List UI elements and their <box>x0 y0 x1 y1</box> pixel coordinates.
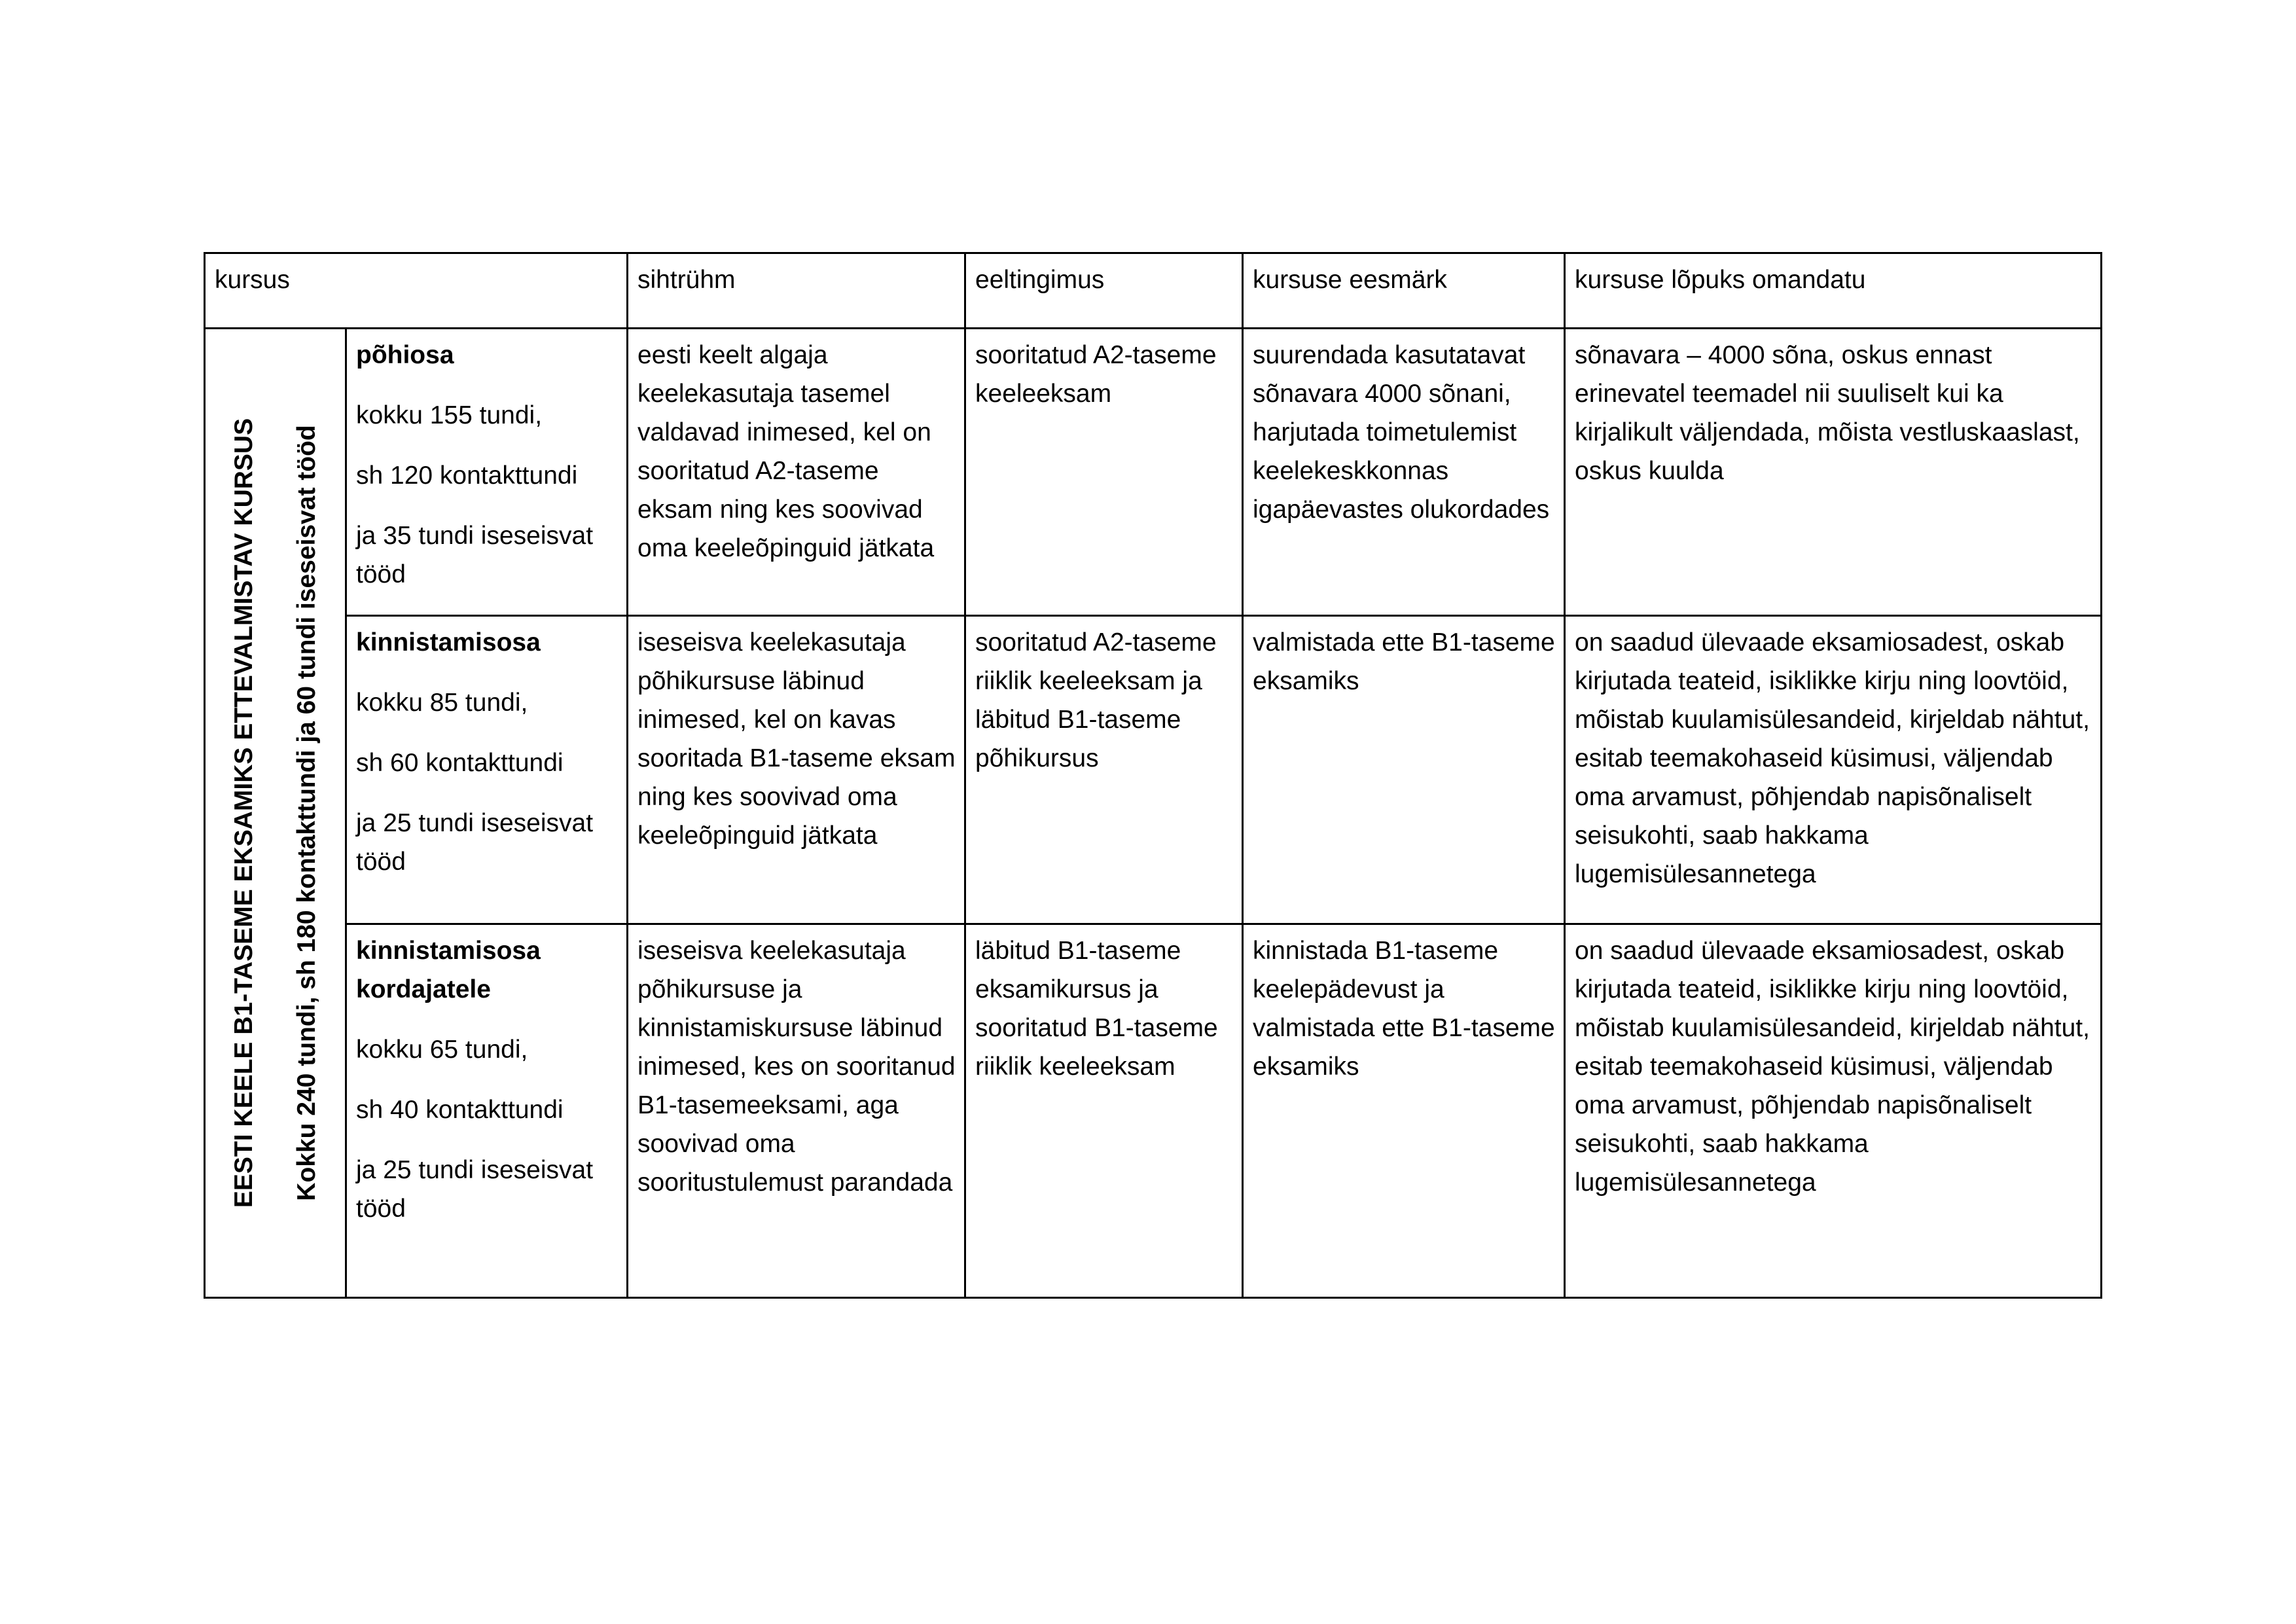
goal-cell <box>1243 616 1565 924</box>
section-independent-hours: ja 25 tundi iseseisvat tööd <box>356 809 594 876</box>
goal-text: kinnistada B1-taseme keelepädevust ja valmistada ette B1-taseme eksamiks <box>1253 937 1555 1081</box>
header-goal: kursuse eesmärk <box>1243 253 1565 329</box>
table-row <box>205 924 2102 1298</box>
target-group-text: eesti keelt algaja keelekasutaja tasemel valdavad inimesed, kel on sooritatud A2-taseme eksam ning kes soovivad oma keeleõpinguid jätkata <box>637 341 935 562</box>
section-title: kinnistamisosa kordajatele <box>356 937 541 1003</box>
course-title-cell <box>205 329 346 1298</box>
outcome-cell <box>1565 616 2102 924</box>
section-independent-hours: ja 35 tundi iseseisvat tööd <box>356 522 594 588</box>
header-outcome: kursuse lõpuks omandatu <box>1565 253 2102 329</box>
header-prerequisite: eeltingimus <box>965 253 1243 329</box>
prerequisite-cell <box>965 329 1243 616</box>
goal-text: valmistada ette B1-taseme eksamiks <box>1253 628 1555 695</box>
header-target-group: sihtrühm <box>628 253 965 329</box>
goal-cell <box>1243 329 1565 616</box>
prerequisite-text: sooritatud A2-taseme riiklik keeleeksam ja läbitud B1-taseme põhikursus <box>975 628 1217 772</box>
section-contact-hours: sh 60 kontakttundi <box>356 749 564 777</box>
section-total-hours: kokku 85 tundi, <box>356 689 528 717</box>
outcome-text: on saadud ülevaade eksamiosadest, oskab kirjutada teateid, isiklikke kirju ning loovtöid, mõistab kuulamisülesandeid, kirjeldab nähtut, esitab teemakohaseid küsimusi, väljendab oma arvamust, põhjendab napisõnaliselt seisukohti, saab hakkama lugemisülesannetega <box>1575 628 2090 888</box>
goal-text: suurendada kasutatavat sõnavara 4000 sõnani, harjutada toimetulemist keelekeskkonnas igapäevastes olukordades <box>1253 341 1550 524</box>
target-group-cell <box>628 616 965 924</box>
section-cell <box>346 329 628 616</box>
course-title: EESTI KEELE B1-TASEME EKSAMIKS ETTEVALMISTAV KURSUS <box>229 418 258 1208</box>
course-table <box>204 252 2102 1299</box>
target-group-cell <box>628 329 965 616</box>
target-group-cell <box>628 924 965 1298</box>
table-header-row <box>205 253 2102 329</box>
section-cell <box>346 924 628 1298</box>
goal-cell <box>1243 924 1565 1298</box>
prerequisite-cell <box>965 616 1243 924</box>
section-title: põhiosa <box>356 341 454 369</box>
section-independent-hours: ja 25 tundi iseseisvat tööd <box>356 1156 594 1223</box>
header-course: kursus <box>205 253 628 329</box>
section-total-hours: kokku 155 tundi, <box>356 401 543 429</box>
section-total-hours: kokku 65 tundi, <box>356 1036 528 1064</box>
section-cell <box>346 616 628 924</box>
target-group-text: iseseisva keelekasutaja põhikursuse ja kinnistamiskursuse läbinud inimesed, kes on sooritanud B1-tasemeeksami, aga soovivad oma sooritustulemust parandada <box>637 937 956 1197</box>
outcome-cell <box>1565 329 2102 616</box>
outcome-text: sõnavara – 4000 sõna, oskus ennast erinevatel teemadel nii suuliselt kui ka kirjalikult väljendada, mõista vestluskaaslast, oskus kuulda <box>1575 341 2080 485</box>
outcome-text: on saadud ülevaade eksamiosadest, oskab kirjutada teateid, isiklikke kirju ning loovtöid, mõistab kuulamisülesandeid, kirjeldab nähtut, esitab teemakohaseid küsimusi, väljendab oma arvamust, põhjendab napisõnaliselt seisukohti, saab hakkama lugemisülesannetega <box>1575 937 2090 1197</box>
section-contact-hours: sh 120 kontakttundi <box>356 461 578 490</box>
table-row <box>205 616 2102 924</box>
prerequisite-text: sooritatud A2-taseme keeleeksam <box>975 341 1217 408</box>
outcome-cell <box>1565 924 2102 1298</box>
target-group-text: iseseisva keelekasutaja põhikursuse läbinud inimesed, kel on kavas sooritada B1-taseme eksam ning kes soovivad oma keeleõpinguid jätkata <box>637 628 956 850</box>
prerequisite-cell <box>965 924 1243 1298</box>
section-contact-hours: sh 40 kontakttundi <box>356 1096 564 1124</box>
table-row <box>205 329 2102 616</box>
course-hours: Kokku 240 tundi, sh 180 kontakttundi ja 60 tundi iseseisvat tööd <box>292 425 321 1201</box>
prerequisite-text: läbitud B1-taseme eksamikursus ja sooritatud B1-taseme riiklik keeleeksam <box>975 937 1218 1081</box>
section-title: kinnistamisosa <box>356 628 541 657</box>
